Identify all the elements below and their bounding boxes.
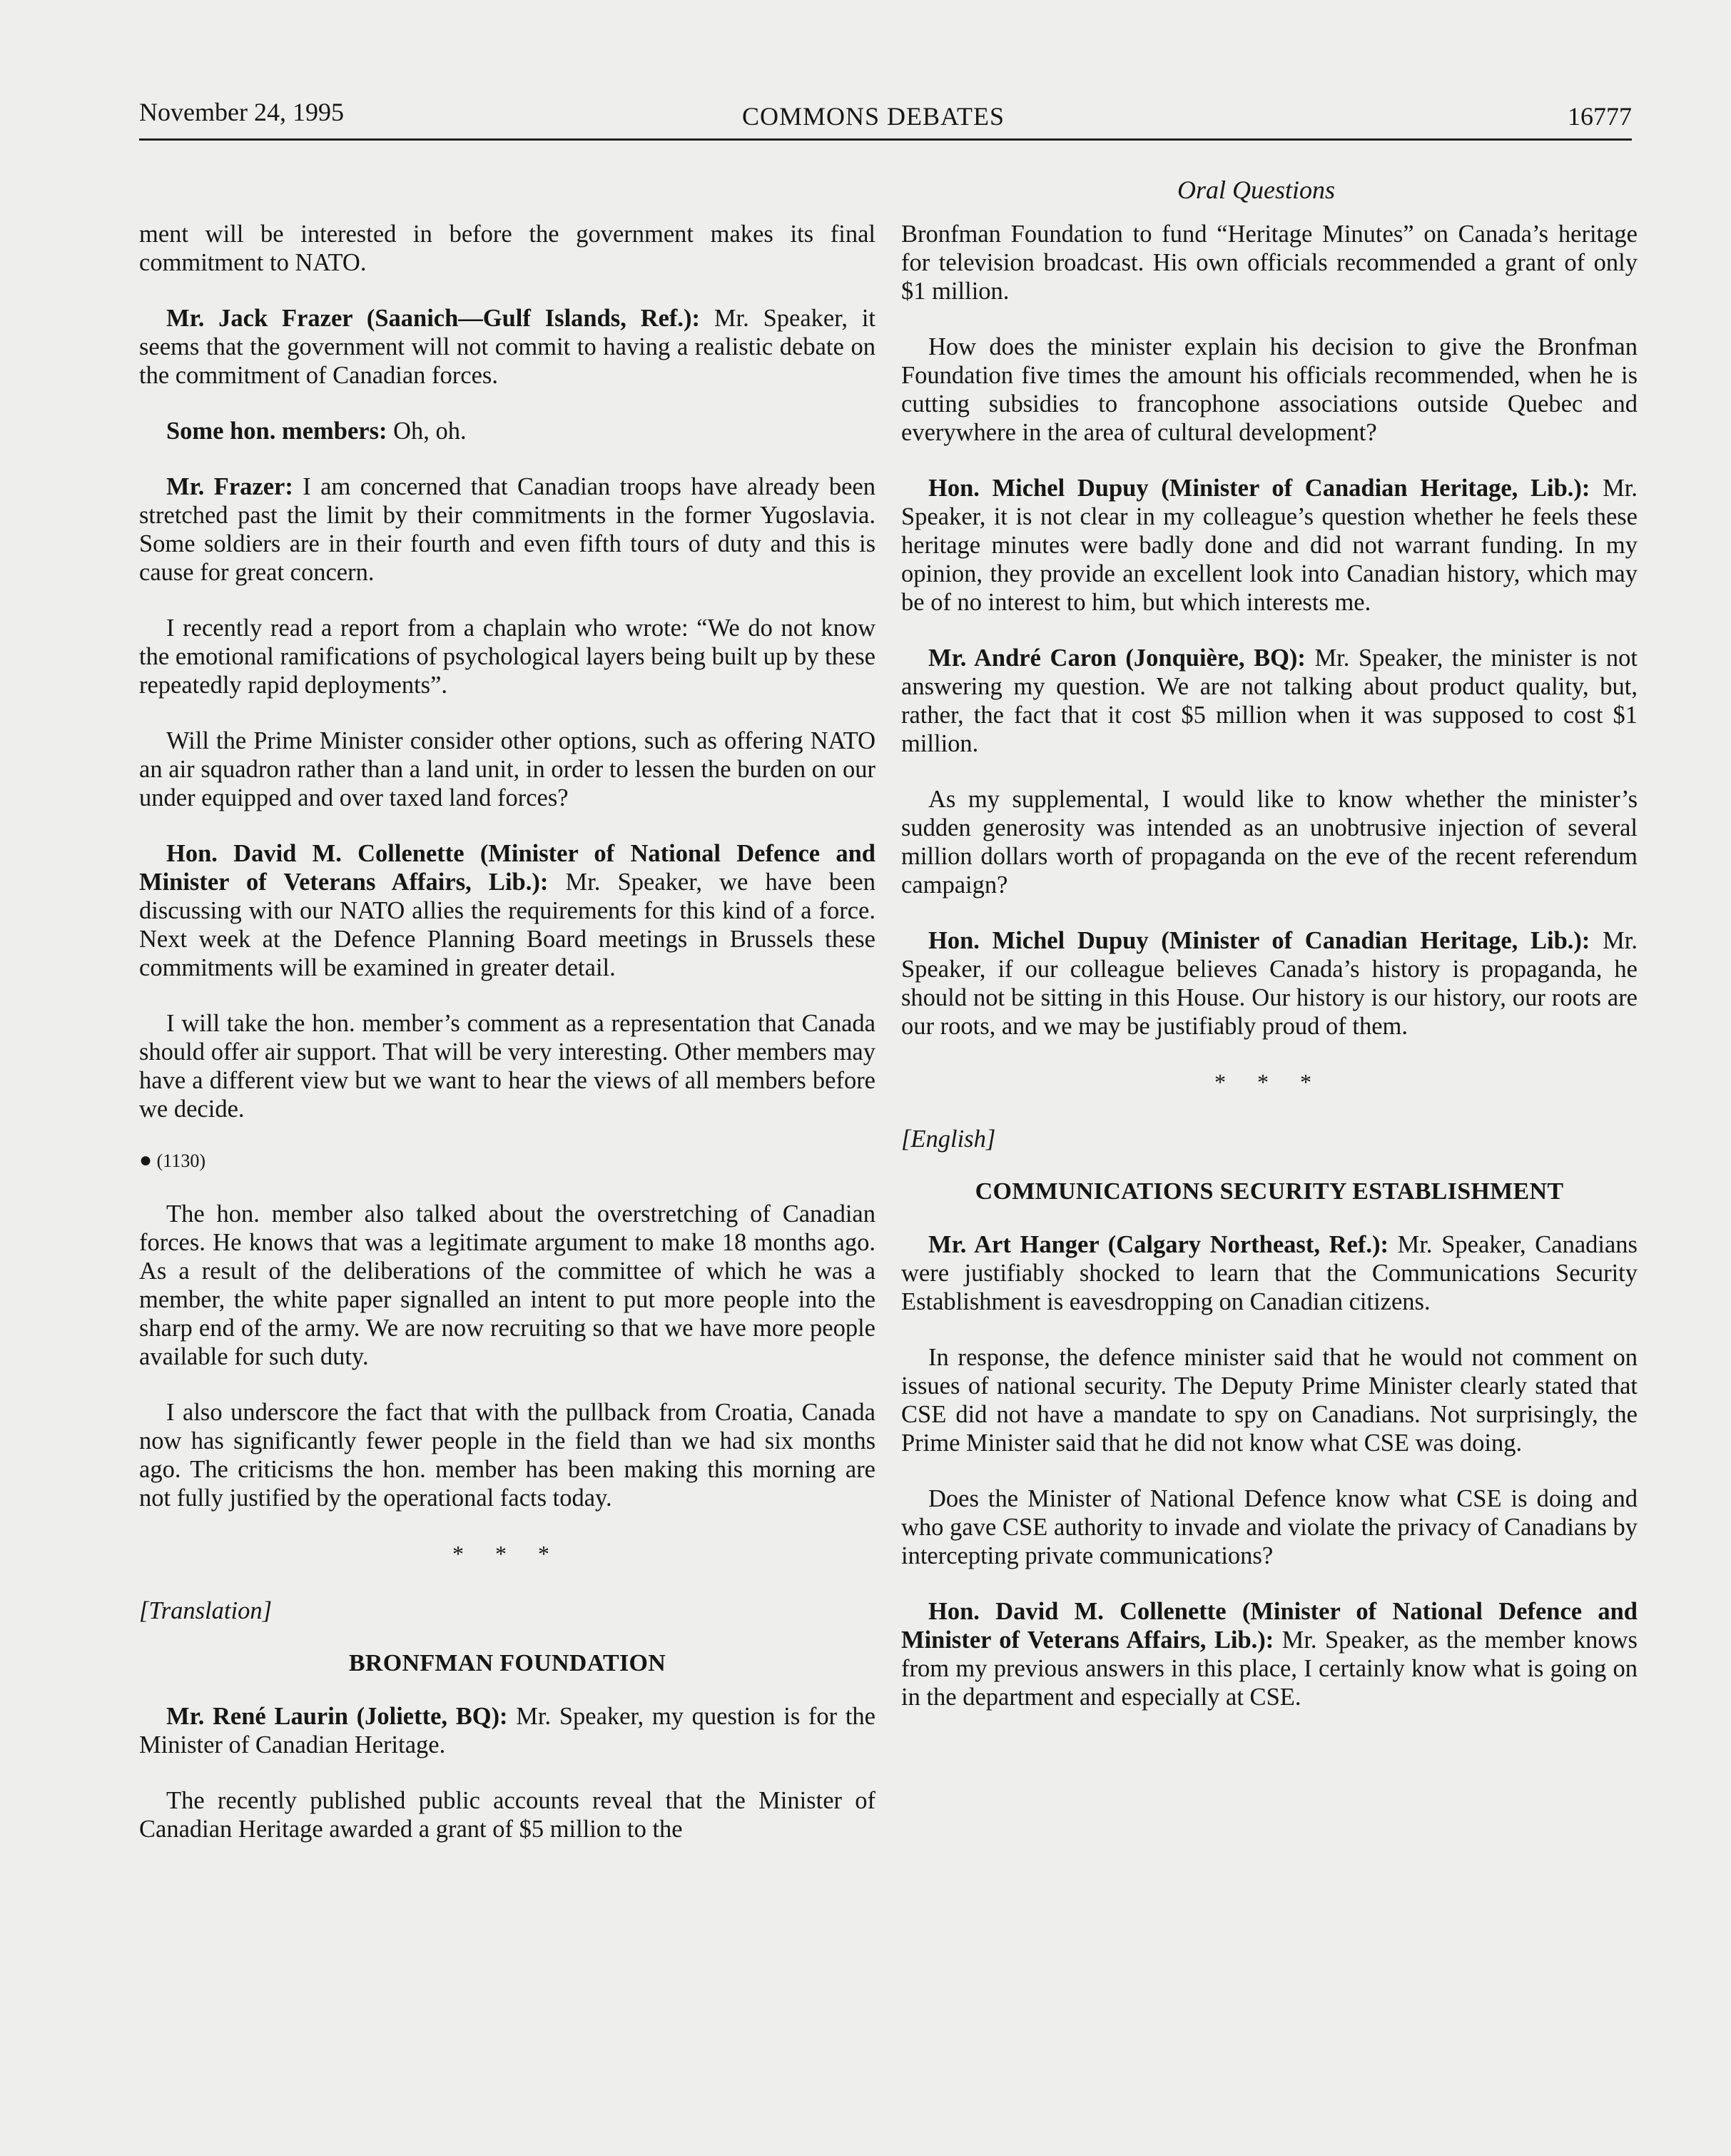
header-rule (139, 138, 1632, 141)
paragraph (901, 1230, 1638, 1316)
paragraph: I will take the hon. member’s comment as a representation that Canada should offer air support. That will be very interesting. Other members may have a different view but we want to hear the views of all members before we decide. (139, 1010, 875, 1123)
speaker-name: Hon. David M. Collenette (Minister of National Defence and Minister of Veterans Affairs, Lib.): (901, 1598, 1638, 1654)
section-heading: COMMUNICATIONS SECURITY ESTABLISHMENT (975, 1178, 1564, 1205)
paragraph (139, 304, 875, 390)
left-column (139, 220, 875, 1871)
speaker-name: Mr. André Caron (Jonquière, BQ): (928, 644, 1306, 672)
speech-text: Mr. Speaker, Canadians were justifiably shocked to learn that the Communications Security Establishment is eavesdropping on Canadian citizens. (901, 1231, 1638, 1315)
speech-text: Mr. Speaker, it is not clear in my colleague’s question whether he feels these heritage minutes were badly done and did not warrant funding. In my opinion, they provide an excellent look into Canadian history, which may be of no interest to him, but which interests me. (901, 475, 1638, 616)
paragraph: I also underscore the fact that with the pullback from Croatia, Canada now has significantly fewer people in the field than we had six months ago. The criticisms the hon. member has been making this morning are not fully justified by the operational facts today. (139, 1399, 875, 1512)
header-date: November 24, 1995 (139, 98, 344, 126)
paragraph (139, 839, 875, 982)
speech-text: Mr. Speaker, if our colleague believes Canada’s history is propaganda, he should not be sitting in this House. Our history is our history, our roots are our roots, and we may be justifiably proud of them. (901, 927, 1638, 1040)
speech-text: Mr. Speaker, the minister is not answering my question. We are not talking about product quality, but, rather, the fact that it cost $5 million when it was supposed to cost $1 million. (901, 644, 1638, 757)
speaker-name: Mr. René Laurin (Joliette, BQ): (166, 1703, 508, 1730)
section-separator: * * * (452, 1541, 562, 1567)
language-tag: [English] (901, 1125, 996, 1153)
paragraph (901, 1597, 1638, 1711)
bullet-icon: ● (139, 1148, 153, 1172)
paragraph: I recently read a report from a chaplain who wrote: “We do not know the emotional ramifications of psychological layers being built up by these repeatedly rapid deployments”. (139, 614, 875, 699)
paragraph: As my supplemental, I would like to know whether the minister’s sudden generosity was intended as an unobtrusive injection of several million dollars worth of propaganda on the eve of the recent referendum campaign? (901, 786, 1638, 899)
speech-text: Mr. Speaker, we have been discussing with our NATO allies the requirements for this kind of a force. Next week at the Defence Planning Board meetings in Brussels these commitments will be examined in greater detail. (139, 869, 875, 981)
paragraph (901, 644, 1638, 758)
paragraph: The recently published public accounts reveal that the Minister of Canadian Heritage awarded a grant of $5 million to the (139, 1787, 875, 1843)
header-page-number: 16777 (1568, 102, 1632, 131)
language-tag: [Translation] (139, 1597, 272, 1624)
section-separator: * * * (1214, 1069, 1324, 1095)
speaker-name: Hon. Michel Dupuy (Minister of Canadian Heritage, Lib.): (928, 475, 1590, 502)
paragraph (139, 1702, 875, 1759)
speech-text: Mr. Speaker, as the member knows from my previous answers in this place, I certainly know what is going on in the department and especially at CSE. (901, 1626, 1638, 1711)
page-header (139, 97, 1632, 140)
section-heading: BRONFMAN FOUNDATION (348, 1650, 666, 1676)
paragraph (901, 474, 1638, 617)
speaker-name: Some hon. members: (166, 417, 387, 445)
time-marker (139, 1146, 875, 1175)
paragraph (139, 417, 875, 445)
speech-text: Mr. Speaker, my question is for the Minister of Canadian Heritage. (139, 1703, 875, 1758)
paragraph: ment will be interested in before the government makes its final commitment to NATO. (139, 221, 875, 276)
right-column (901, 220, 1638, 1739)
header-journal-title: COMMONS DEBATES (742, 102, 1005, 131)
speaker-name: Hon. Michel Dupuy (Minister of Canadian Heritage, Lib.): (928, 927, 1590, 954)
speech-text: I am concerned that Canadian troops have already been stretched past the limit by their commitments in the former Yugoslavia. Some soldiers are in their fourth and even fifth tours of duty and this is cause for great concern. (139, 473, 875, 586)
paragraph: Does the Minister of National Defence know what CSE is doing and who gave CSE authority to invade and violate the privacy of Canadians by intercepting private communications? (901, 1485, 1638, 1569)
speaker-name: Mr. Art Hanger (Calgary Northeast, Ref.): (928, 1231, 1389, 1258)
paragraph: Will the Prime Minister consider other options, such as offering NATO an air squadron rather than a land unit, in order to lessen the burden on our under equipped and over taxed land forces? (139, 727, 875, 811)
paragraph: In response, the defence minister said that he would not comment on issues of national security. The Deputy Prime Minister clearly stated that CSE did not have a mandate to spy on Canadians. Not surprisingly, the Prime Minister said that he did not know what CSE was doing. (901, 1344, 1638, 1457)
paragraph (139, 472, 875, 587)
speaker-name: Mr. Jack Frazer (Saanich—Gulf Islands, Ref.): (166, 305, 701, 332)
speaker-name: Mr. Frazer: (166, 473, 293, 500)
speech-text: Mr. Speaker, it seems that the government will not commit to having a realistic debate on the commitment of Canadian forces. (139, 305, 876, 389)
speech-text: Oh, oh. (387, 417, 467, 445)
paragraph (901, 926, 1638, 1041)
paragraph: The hon. member also talked about the overstretching of Canadian forces. He knows that was a legitimate argument to make 18 months ago. As a result of the deliberations of the committee of which he was a member, the white paper signalled an intent to put more people into the sharp end of the army. We are now recruiting so that we have more people available for such duty. (139, 1200, 875, 1370)
speaker-name: Hon. David M. Collenette (Minister of National Defence and Minister of Veterans Affairs, Lib.): (139, 840, 875, 896)
paragraph: Bronfman Foundation to fund “Heritage Minutes” on Canada’s heritage for television broadcast. His own officials recommended a grant of only $1 million. (901, 221, 1638, 305)
paragraph: How does the minister explain his decision to give the Bronfman Foundation five times the amount his officials recommended, when he is cutting subsidies to francophone associations outside Quebec and everywhere in the area of cultural development? (901, 333, 1638, 446)
section-label: Oral Questions (1177, 176, 1336, 204)
time-marker-text: (1130) (156, 1150, 205, 1171)
